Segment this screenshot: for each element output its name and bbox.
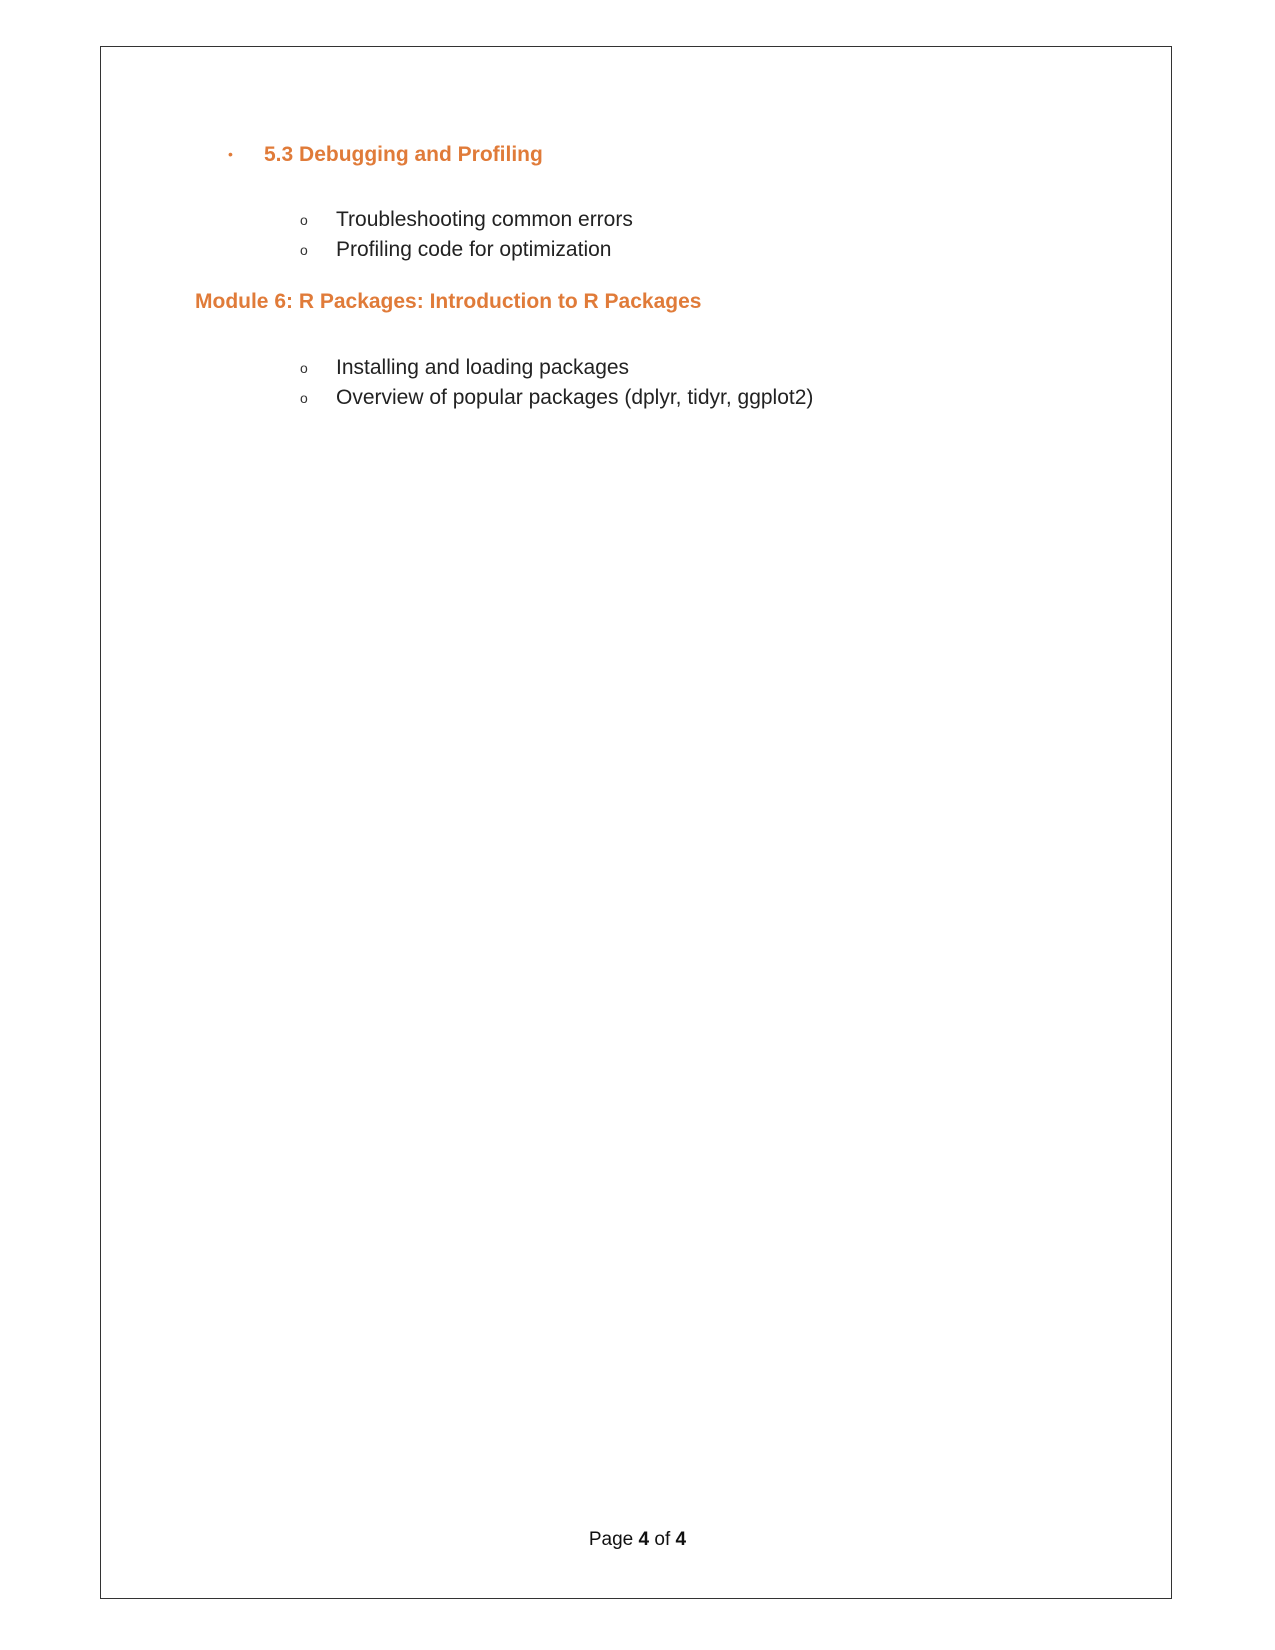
section-title: 5.3 Debugging and Profiling [264, 143, 543, 166]
list-item-text: Installing and loading packages [336, 356, 630, 379]
footer-prefix: Page [588, 1529, 634, 1550]
circle-bullet-icon: o [300, 390, 308, 406]
page-border [100, 46, 1172, 1599]
list-item [300, 235, 633, 265]
circle-bullet-icon: o [300, 212, 308, 228]
bullet-icon: • [228, 146, 233, 162]
list-item-text: Overview of popular packages (dplyr, tidyr, ggplot2) [336, 386, 814, 409]
module-heading: Module 6: R Packages: Introduction to R Packages [195, 290, 702, 313]
circle-bullet-icon: o [300, 360, 308, 376]
footer-total-pages: 4 [675, 1529, 687, 1550]
page-footer [0, 1527, 1275, 1553]
circle-bullet-icon: o [300, 242, 308, 258]
section-heading [228, 140, 543, 169]
list-item [300, 353, 813, 383]
footer-current-page: 4 [638, 1529, 650, 1550]
module-sublist [300, 353, 813, 413]
list-item [300, 383, 813, 413]
footer-of: of [654, 1529, 671, 1550]
section-sublist [300, 205, 633, 265]
list-item [300, 205, 633, 235]
list-item-text: Troubleshooting common errors [336, 208, 633, 231]
list-item-text: Profiling code for optimization [336, 238, 612, 261]
